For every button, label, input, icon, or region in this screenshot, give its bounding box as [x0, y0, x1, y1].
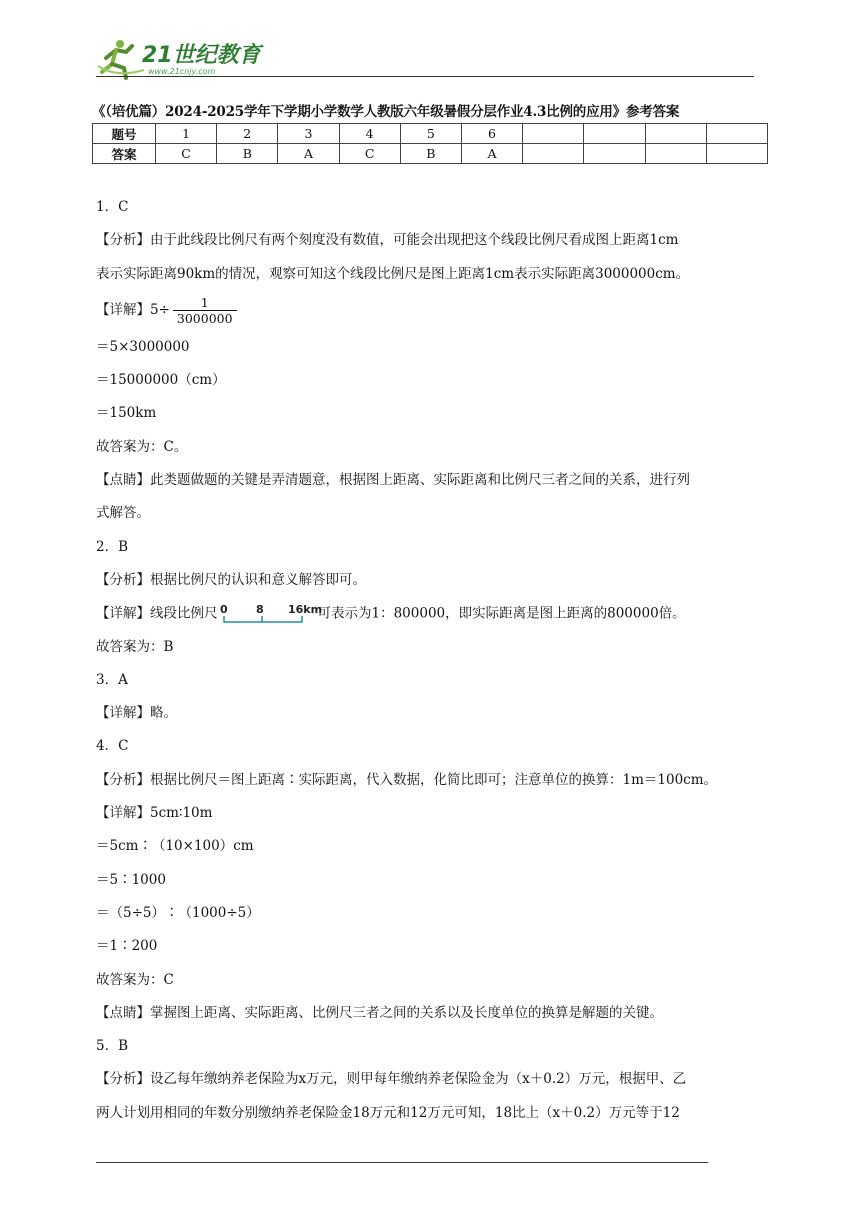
question-heading: 5．B: [96, 1038, 129, 1055]
answer-cell: [645, 144, 706, 164]
calc-step: ＝（5÷5）∶（1000÷5）: [96, 904, 260, 921]
document-title: 《（培优篇）2024-2025学年下学期小学数学人教版六年级暑假分层作业4.3比例的应用》参考答案: [92, 104, 680, 120]
analysis-text: 两人计划用相同的年数分别缴纳养老保险金18万元和12万元可知，18比上（x＋0.2）万元等于12: [96, 1104, 680, 1121]
table-row: [93, 124, 768, 144]
calc-step: ＝15000000（cm）: [96, 372, 226, 389]
answer-cell: [584, 144, 645, 164]
header-rule: [96, 76, 754, 77]
scale-label: 8: [255, 603, 264, 617]
scale-label: 0: [219, 603, 228, 617]
analysis-text: 【分析】设乙每年缴纳养老保险为x万元，则甲每年缴纳养老保险金为（x＋0.2）万元，根据甲、乙: [96, 1071, 687, 1088]
answer-cell: A: [461, 144, 522, 164]
tip-text: 【点睛】掌握图上距离、实际距离、比例尺三者之间的关系以及长度单位的换算是解题的关键。: [96, 1004, 663, 1021]
footer-rule: [96, 1162, 708, 1163]
answer-cell: [523, 144, 584, 164]
question-number: 2: [217, 124, 278, 144]
analysis-text: 【分析】由于此线段比例尺有两个刻度没有数值，可能会出现把这个线段比例尺看成图上距离1cm: [96, 232, 679, 249]
detail-prefix: 【详解】线段比例尺: [96, 605, 218, 622]
21cnjy-logo: [96, 36, 266, 80]
calc-step: ＝150km: [96, 405, 157, 422]
scale-bar-image: [218, 602, 322, 626]
question-number: 3: [278, 124, 339, 144]
logo-subtext: www.21cnjy.com: [148, 67, 216, 76]
answer-cell: B: [400, 144, 461, 164]
calc-step: ＝5×3000000: [96, 338, 190, 355]
answer-text: 故答案为：C: [96, 971, 174, 988]
detail-text: 【详解】略。: [96, 705, 177, 722]
row-label-question: 题号: [93, 124, 156, 144]
question-number: [645, 124, 706, 144]
scale-label: 16km: [287, 603, 322, 617]
row-label-answer: 答案: [93, 144, 156, 164]
question-heading: 4．C: [96, 738, 129, 755]
answer-cell: B: [217, 144, 278, 164]
answer-text: 故答案为：B: [96, 638, 174, 655]
question-number: [523, 124, 584, 144]
detail-text: [96, 292, 766, 328]
solutions-body: [96, 196, 766, 1135]
question-number: 4: [339, 124, 400, 144]
tip-text: 【点睛】此类题做题的关键是弄清题意，根据图上距离、实际距离和比例尺三者之间的关系，进行列: [96, 472, 690, 489]
question-number: [706, 124, 767, 144]
answer-cell: A: [278, 144, 339, 164]
analysis-text: 表示实际距离90km的情况，观察可知这个线段比例尺是图上距离1cm表示实际距离3000000cm。: [96, 265, 690, 282]
runner-icon: [98, 40, 144, 78]
calc-step: ＝1∶200: [96, 938, 158, 955]
answer-table: [92, 123, 768, 164]
answer-text: 故答案为：C。: [96, 438, 188, 455]
answer-cell: C: [339, 144, 400, 164]
analysis-text: 【分析】根据比例尺的认识和意义解答即可。: [96, 571, 366, 588]
question-heading: 2．B: [96, 538, 129, 555]
fraction: [173, 295, 237, 326]
detail-text: [96, 602, 766, 624]
calc-step: ＝5∶1000: [96, 871, 166, 888]
logo-text: 21世纪教育: [142, 43, 261, 68]
answer-cell: C: [156, 144, 217, 164]
fraction-denominator: 3000000: [173, 310, 237, 326]
analysis-text: 【分析】根据比例尺＝图上距离∶实际距离，代入数据，化简比即可；注意单位的换算：1m＝100cm。: [96, 771, 718, 788]
detail-suffix: 可表示为1：800000，即实际距离是图上距离的800000倍。: [317, 605, 686, 622]
question-heading: 3．A: [96, 671, 128, 688]
table-row: [93, 144, 768, 164]
scale-line: [224, 616, 302, 622]
question-number: [584, 124, 645, 144]
answer-cell: [706, 144, 767, 164]
calc-step: ＝5cm∶（10×100）cm: [96, 838, 254, 855]
detail-prefix: 【详解】5÷: [96, 301, 170, 318]
question-number: 5: [400, 124, 461, 144]
question-number: 1: [156, 124, 217, 144]
question-number: 6: [461, 124, 522, 144]
tip-text: 式解答。: [96, 505, 150, 522]
question-heading: 1．C: [96, 199, 129, 215]
fraction-numerator: 1: [200, 294, 209, 310]
detail-text: 【详解】5cm∶10m: [96, 805, 213, 822]
